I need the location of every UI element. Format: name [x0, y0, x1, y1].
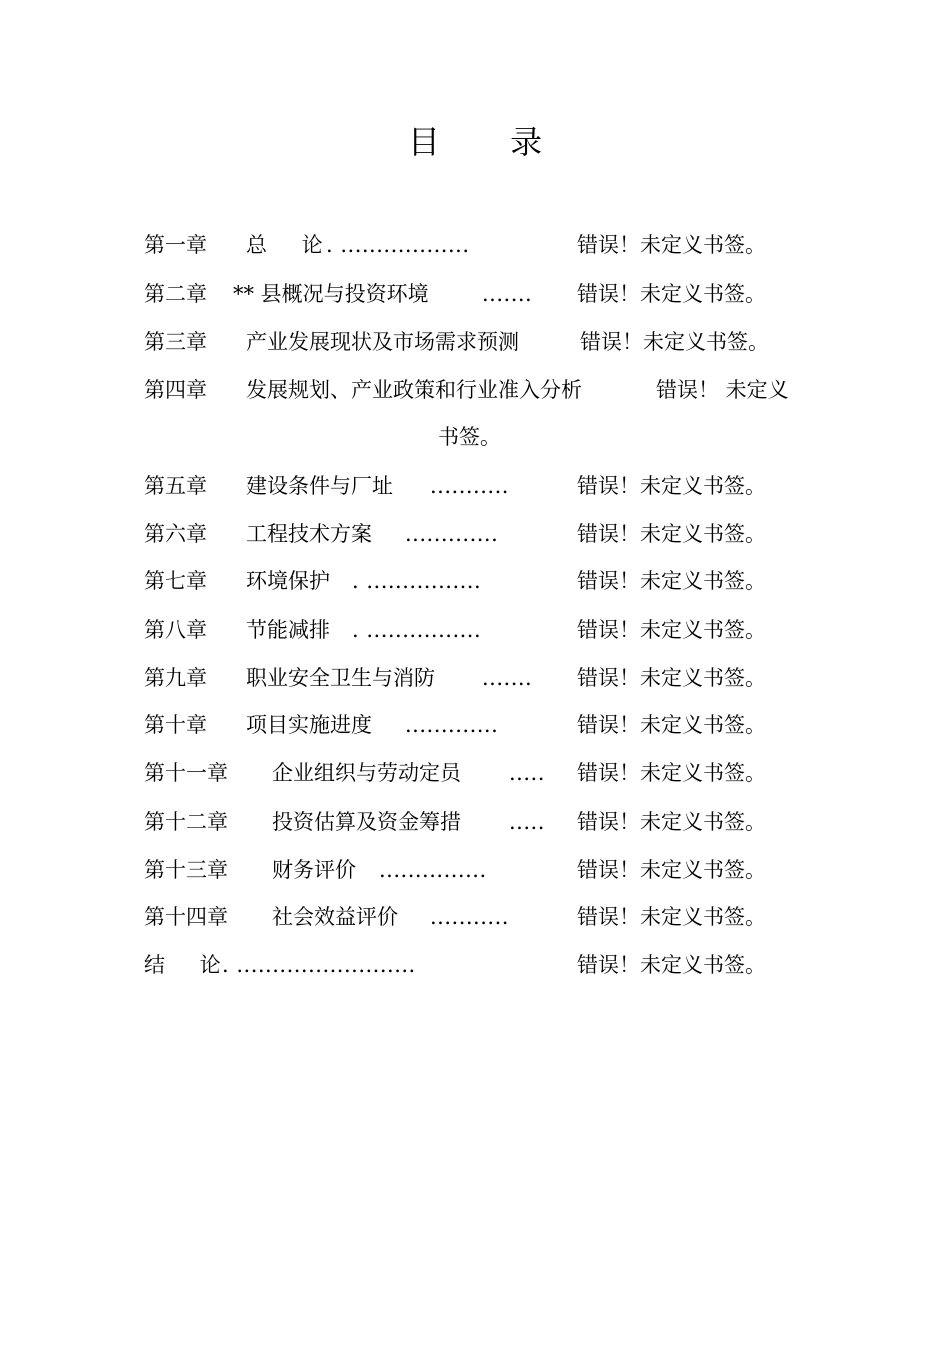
- bookmark-error: 错误！未定义书签。: [577, 905, 766, 929]
- bookmark-error: 错误！未定义书签。: [577, 618, 766, 642]
- bookmark-error: 错误！未定义书签。: [577, 713, 766, 737]
- leader-dots: ...........: [430, 905, 509, 929]
- chapter-number: 第十章: [144, 713, 207, 737]
- chapter-number: 第七章: [144, 569, 207, 593]
- chapter-title: ** 县概况与投资环境: [233, 282, 429, 306]
- chapter-number: 第六章: [144, 522, 207, 546]
- toc-entry[interactable]: [0, 325, 950, 359]
- bookmark-error: 错误！未定义书签。: [577, 761, 766, 785]
- chapter-number: 第十四章: [144, 905, 228, 929]
- bookmark-error: 错误！未定义书签。: [577, 858, 766, 882]
- chapter-number: 第二章: [144, 282, 207, 306]
- chapter-title: 社会效益评价: [272, 905, 398, 929]
- chapter-title: 产业发展现状及市场需求预测: [246, 330, 519, 354]
- bookmark-error: 错误！未定义书签。: [580, 330, 769, 354]
- chapter-title: 投资估算及资金筹措: [272, 810, 461, 834]
- leader-dots: .......: [482, 666, 533, 690]
- chapter-number: 第十一章: [144, 761, 228, 785]
- toc-entry[interactable]: [0, 708, 950, 742]
- toc-entry[interactable]: [0, 373, 950, 453]
- toc-entry[interactable]: [0, 756, 950, 790]
- bookmark-error-continued: 书签。: [438, 425, 501, 449]
- chapter-number: 第一章: [144, 233, 207, 257]
- toc-entry[interactable]: [0, 469, 950, 503]
- chapter-title: 环境保护: [246, 569, 330, 593]
- bookmark-error: 错误！未定义书签。: [577, 474, 766, 498]
- toc-entry[interactable]: [0, 517, 950, 551]
- chapter-title: 工程技术方案: [246, 522, 372, 546]
- chapter-number: 第八章: [144, 618, 207, 642]
- toc-entry[interactable]: [0, 277, 950, 311]
- chapter-number: 结 论: [144, 953, 235, 977]
- chapter-title: 企业组织与劳动定员: [272, 761, 461, 785]
- chapter-number: 第九章: [144, 666, 207, 690]
- leader-dots: .....: [509, 810, 545, 834]
- chapter-title: 建设条件与厂址: [246, 474, 393, 498]
- toc-entry[interactable]: [0, 228, 950, 262]
- toc-entry[interactable]: [0, 853, 950, 887]
- toc-entry[interactable]: [0, 564, 950, 598]
- toc-entry[interactable]: [0, 661, 950, 695]
- toc-title: 目 录: [407, 123, 573, 161]
- chapter-title: 财务评价: [272, 858, 356, 882]
- bookmark-error: 错误！未定义书签。: [577, 953, 766, 977]
- leader-dots: .......: [482, 282, 533, 306]
- bookmark-error: 错误！未定义书签。: [577, 666, 766, 690]
- leader-dots: .....: [509, 761, 545, 785]
- chapter-title: 发展规划、产业政策和行业准入分析: [246, 378, 582, 402]
- chapter-title: 节能减排: [246, 618, 330, 642]
- toc-entry[interactable]: [0, 613, 950, 647]
- bookmark-error: 错误！未定义书签。: [577, 282, 766, 306]
- leader-dots: ...........: [430, 474, 509, 498]
- toc-entry[interactable]: [0, 948, 950, 982]
- bookmark-error: 错误！未定义书签。: [577, 569, 766, 593]
- chapter-title: 项目实施进度: [246, 713, 372, 737]
- chapter-number: 第四章: [144, 378, 207, 402]
- leader-dots: . ................: [352, 569, 482, 593]
- chapter-number: 第十二章: [144, 810, 228, 834]
- chapter-number: 第十三章: [144, 858, 228, 882]
- chapter-number: 第五章: [144, 474, 207, 498]
- chapter-title: 总 论: [246, 233, 337, 257]
- leader-dots: . ................: [352, 618, 482, 642]
- leader-dots: . ..................: [326, 233, 470, 257]
- bookmark-error: 错误！未定义书签。: [577, 233, 766, 257]
- bookmark-error: 错误！ 未定义: [656, 378, 789, 402]
- bookmark-error: 错误！未定义书签。: [577, 810, 766, 834]
- leader-dots: ...............: [379, 858, 487, 882]
- leader-dots: .............: [405, 713, 499, 737]
- toc-entry[interactable]: [0, 805, 950, 839]
- toc-entry[interactable]: [0, 900, 950, 934]
- chapter-number: 第三章: [144, 330, 207, 354]
- chapter-title: 职业安全卫生与消防: [246, 666, 435, 690]
- leader-dots: .............: [405, 522, 499, 546]
- leader-dots: . .........................: [222, 953, 416, 977]
- bookmark-error: 错误！未定义书签。: [577, 522, 766, 546]
